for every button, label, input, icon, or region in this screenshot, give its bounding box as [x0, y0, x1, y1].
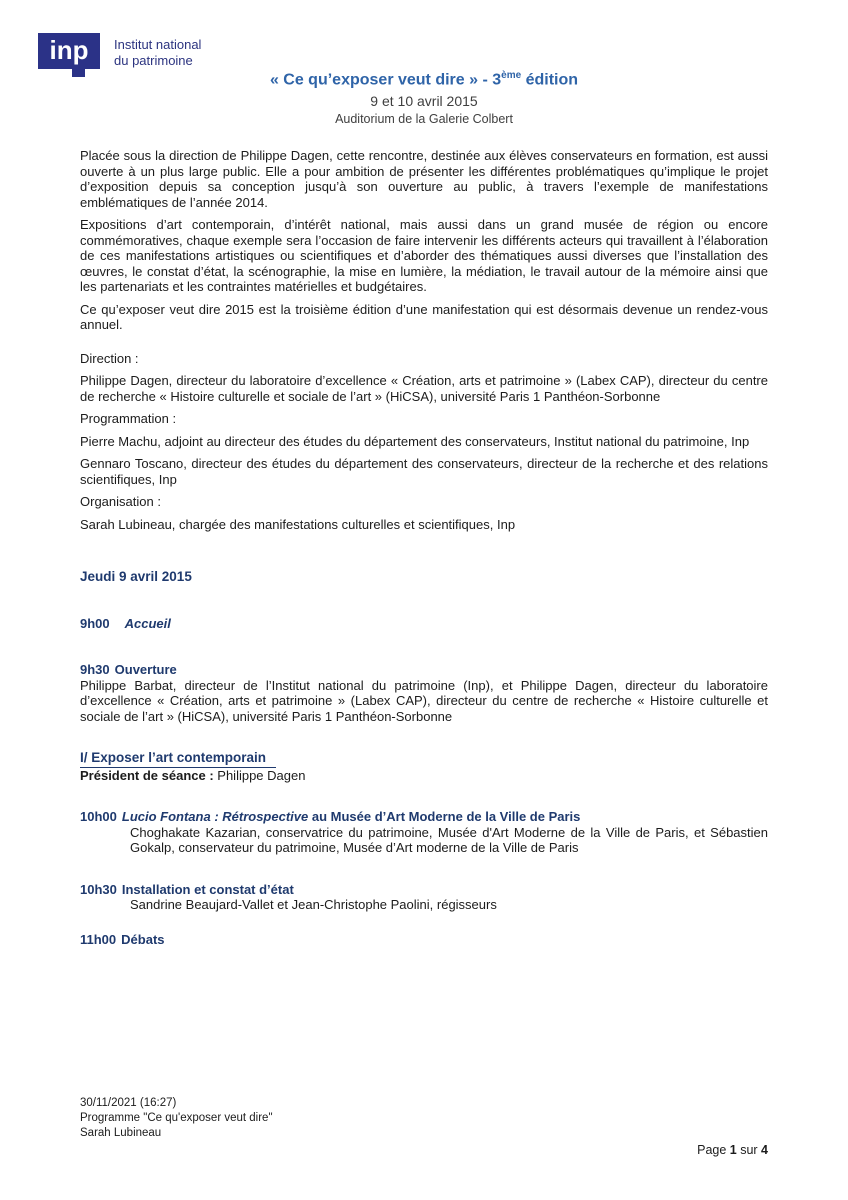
document-body	[0, 148, 848, 947]
president-name: Philippe Dagen	[213, 767, 306, 783]
direction-label: Direction :	[80, 350, 139, 366]
footer-date: 30/11/2021 (16:27)	[80, 1097, 177, 1109]
day-heading: Jeudi 9 avril 2015	[80, 569, 192, 584]
footer-doc-title: Programme "Ce qu'exposer veut dire"	[80, 1112, 273, 1124]
organisation-label: Organisation :	[80, 494, 161, 509]
intro-paragraph-3: Ce qu’exposer veut dire 2015 est la troisième édition d’une manifestation qui est désormais devenue un rendez-vous annuel.	[80, 301, 768, 332]
page-number: 1	[729, 1143, 737, 1157]
schedule-time: 10h00	[80, 809, 117, 824]
schedule-time: 10h30	[80, 881, 117, 897]
intro-paragraph-2: Expositions d’art contemporain, d’intérêt national, mais aussi dans un grand musée de région ou encore commémoratives, chaque exemple sera l’occasion de faire intervenir les différents acteurs qui travaillent à l’élaboration de ces manifestations artistiques ou scientifiques et d’aborder des thématiques aussi diverses que l’installation des œuvres, le constat d’état, la scénographie, la mise en lumière, la médiation, le travail autour de la mémoire ainsi que les partenariats et les contraintes matérielles et budgétaires.	[80, 217, 768, 294]
document-title	[0, 70, 848, 90]
schedule-title: Débats	[121, 931, 165, 947]
event-venue: Auditorium de la Galerie Colbert	[335, 111, 513, 126]
page-separator: sur	[736, 1143, 762, 1157]
schedule-item-0900	[80, 616, 768, 632]
section-heading-1	[80, 750, 768, 768]
intro-paragraph-1: Placée sous la direction de Philippe Dagen, cette rencontre, destinée aux élèves conservateurs en formation, est aussi ouverte à un plus large public. Elle a pour ambition de présenter les différentes problématiques qu’implique le projet d’exposition depuis sa conception jusqu’à son ouverture au public, à travers l’exemple de manifestations emblématiques de l’année 2014.	[80, 148, 768, 210]
schedule-item-1030	[80, 882, 768, 913]
direction-text: Philippe Dagen, directeur du laboratoire d’excellence « Création, arts et patrimoine » (Labex CAP), directeur du centre de recherche « Histoire culturelle et sociale de l’art » (HiCSA), université Paris 1 Panthéon-Sorbonne	[80, 373, 768, 404]
schedule-time: 11h00	[80, 931, 117, 947]
inp-logo-box	[38, 33, 100, 69]
session-president	[80, 768, 768, 784]
footer-author: Sarah Lubineau	[80, 1127, 162, 1139]
schedule-item-1000	[80, 809, 768, 856]
schedule-time: 9h30	[80, 662, 110, 677]
page-number-indicator	[697, 1143, 768, 1157]
schedule-title: Accueil	[124, 615, 171, 631]
schedule-title: Installation et constat d’état	[121, 881, 294, 897]
organisation-text: Sarah Lubineau, chargée des manifestations culturelles et scientifiques, Inp	[80, 516, 516, 532]
programmation-label: Programmation :	[80, 411, 177, 426]
schedule-item-1100	[80, 932, 768, 948]
page-header	[0, 0, 848, 148]
title-suffix: édition	[521, 71, 579, 89]
section-heading-text: I/ Exposer l’art contemporain	[80, 750, 276, 768]
president-label: Président de séance :	[80, 767, 214, 783]
schedule-speakers: Philippe Barbat, directeur de l’Institut national du patrimoine (Inp), et Philippe Dagen, directeur du laboratoire d’excellence « Création, arts et patrimoine » (Labex CAP), directeur du centre de recherche « Histoire culturelle et sociale de l’art » (HiCSA), université Paris 1 Panthéon-Sorbonne	[80, 677, 768, 724]
schedule-speakers: Sandrine Beaujard-Vallet et Jean-Christophe Paolini, régisseurs	[130, 897, 497, 912]
inp-logo	[38, 33, 201, 70]
inp-logo-acronym: inp	[49, 34, 89, 65]
schedule-title-italic: Lucio Fontana : Rétrospective	[121, 809, 309, 824]
event-dates: 9 et 10 avril 2015	[370, 92, 478, 109]
programmation-text-1: Pierre Machu, adjoint au directeur des études du département des conservateurs, Institut national du patrimoine, Inp	[80, 433, 750, 449]
title-superscript: ème	[501, 70, 522, 81]
title-prefix: « Ce qu’exposer veut dire » - 3	[269, 71, 502, 89]
schedule-item-0930	[80, 662, 768, 724]
title-block	[0, 70, 848, 126]
inp-org-line1: Institut national	[114, 37, 202, 52]
schedule-title-rest: au Musée d’Art Moderne de la Ville de Paris	[308, 809, 581, 824]
inp-org-line2: du patrimoine	[114, 53, 193, 69]
schedule-title: Ouverture	[114, 662, 177, 677]
page-total: 4	[761, 1143, 768, 1157]
programmation-text-2: Gennaro Toscano, directeur des études du département des conservateurs, directeur de la recherche et des relations scientifiques, Inp	[80, 456, 768, 487]
inp-logo-orgname	[114, 37, 201, 70]
page-word: Page	[697, 1143, 730, 1157]
schedule-speakers: Choghakate Kazarian, conservatrice du patrimoine, Musée d'Art Moderne de la Ville de Paris, et Sébastien Gokalp, conservateur du patrimoine, Musée d’Art moderne de la Ville de Paris	[130, 824, 768, 855]
schedule-time: 9h00	[80, 615, 110, 631]
footer-info	[80, 1096, 273, 1141]
